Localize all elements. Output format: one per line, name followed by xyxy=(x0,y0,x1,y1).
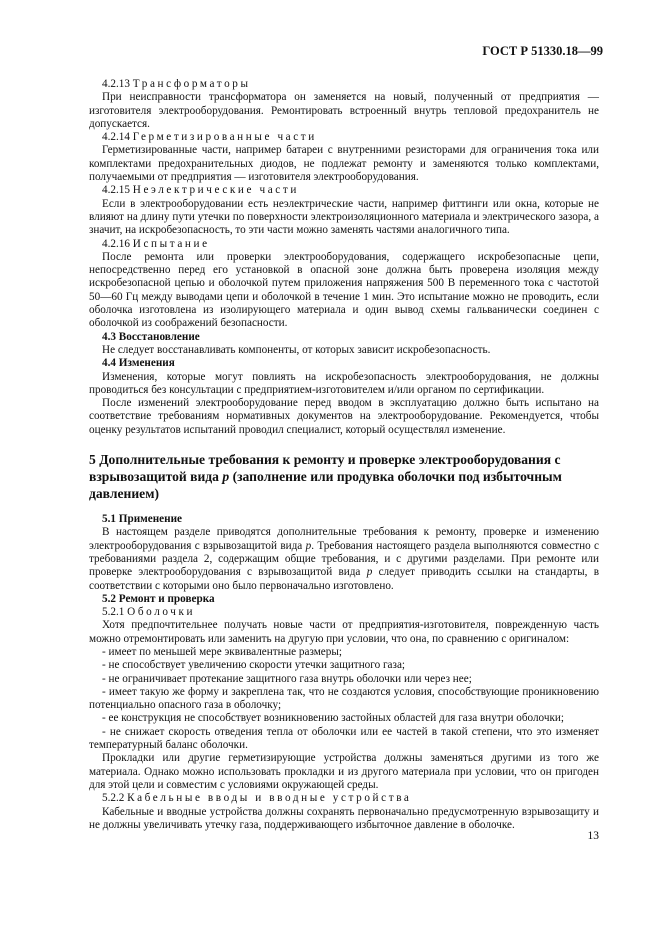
clause-4-2-14-heading xyxy=(89,131,599,144)
list-item: - не снижает скорость отведения тепла от оболочки или ее частей в такой степени, что это изменяет температурный баланс оболочки. xyxy=(89,725,599,752)
clause-number: 4.2.14 xyxy=(102,131,130,144)
clause-number: 4.2.15 xyxy=(102,184,130,197)
text-run: следует приводить ссылки на стандарты, в соответствии с которыми оно было первоначально изготовлено. xyxy=(89,566,599,592)
list-item: - не способствует увеличению скорости утечки защитного газа; xyxy=(102,659,406,672)
clause-title: Испытание xyxy=(132,237,210,250)
section-5-title-part: (заполнение или продувка оболочки под избыточным давлением) xyxy=(89,469,562,502)
standard-code: ГОСТ Р 51330.18—99 xyxy=(482,44,603,58)
clause-number: 4.2.16 xyxy=(102,237,130,250)
clause-4-2-13-heading xyxy=(89,78,599,91)
clause-4-2-15-heading xyxy=(89,184,599,197)
clause-4-2-15-text: Если в электрооборудовании есть неэлектрические части, например фиттинги или окна, которые не влияют на длину пути утечки по поверхности электроизоляционного материала и электрического зазора, а значит, на искробезопасность, то эти части можно заменять частями аналогичного типа. xyxy=(89,197,599,237)
clause-5-2-1-gaskets: Прокладки или другие герметизирующие устройства должны заменяться другими из того же материала. Однако можно использовать прокладки и из другого материала при условии, что он пригоден для этой цели и совместим с условиями окружающей среды. xyxy=(89,752,599,791)
page-number: 13 xyxy=(587,830,599,842)
section-5-title xyxy=(89,451,599,502)
list-item: - имеет по меньшей мере эквивалентные размеры; xyxy=(102,645,342,658)
list-item: - ее конструкция не способствует возникновению застойных областей для газа внутри оболочки; xyxy=(102,712,565,725)
clause-title: Неэлектрические части xyxy=(132,184,299,197)
clause-title: Герметизированные части xyxy=(132,131,317,144)
document-body xyxy=(89,78,599,832)
text-run: . Требования настоящего раздела выполняются совместно с требованиями раздела 2, содержащим общие требования, и с другими разделами. При ремонте или проверке электрооборудования с взрывозащитой вида xyxy=(89,539,600,579)
section-4-4-paragraph-1: Изменения, которые могут повлиять на искробезопасность электрооборудования, не должны проводиться без консультации с предприятием-изготовителем и/или органом по сертификации. xyxy=(89,370,599,396)
section-5-2-heading: 5.2 Ремонт и проверка xyxy=(102,592,215,605)
clause-4-2-14-text: Герметизированные части, например батареи с внутренними резисторами для ограничения тока или комплектами предохранительных диодов, не подлежат ремонту и заменяются только комплектами, получаемыми от предприятия — изготовителя электрооборудования. xyxy=(89,144,599,184)
text-run: В настоящем разделе приводятся дополнительные требования к ремонту, проверке и изменению электрооборудования с взрывозащитой вида xyxy=(89,526,599,552)
clause-title: Кабельные вводы и вводные устройства xyxy=(127,792,412,805)
clause-title: Трансформаторы xyxy=(132,78,251,90)
section-4-3-text: Не следует восстанавливать компоненты, от которых зависит искробезопасность. xyxy=(102,343,491,356)
clause-5-2-2-heading xyxy=(89,792,599,805)
clause-title: Оболочки xyxy=(127,606,196,619)
clause-4-2-16-text: После ремонта или проверки электрооборудования, содержащего искробезопасные цепи, непосредственно перед его установкой в опасной зоне должна быть проверена изоляция между искробезопасной цепью и оболочкой путем приложения напряжения 500 В переменного тока с частотой 50—60 Гц между выводами цепи и оболочкой в течение 1 мин. Это испытание можно не проводить, если оболочка изготовлена из изолирующего материала и один вывод схемы гальванически соединен с оболочкой из соображений безопасности. xyxy=(89,250,599,330)
section-5-1-heading: 5.1 Применение xyxy=(102,513,183,526)
section-5-title-part: 5 Дополнительные требования к ремонту и проверке электрооборудования с взрывозащитой вида xyxy=(89,452,561,485)
clause-4-2-13-text: При неисправности трансформатора он заменяется на новый, полученный от предприятия — изготовителя электрооборудования. Ремонтировать встроенный внутрь тепловой предохранитель не допускается. xyxy=(89,91,599,130)
clause-number: 5.2.1 xyxy=(102,606,125,619)
list-item: - имеет такую же форму и закреплена так, что не создаются условия, способствующие проникновению потенциально опасного газа в оболочку; xyxy=(89,685,599,712)
section-4-4-heading: 4.4 Изменения xyxy=(102,357,175,370)
section-4-4-paragraph-2: После изменений электрооборудование перед вводом в эксплуатацию должно быть испытано на соответствие требованиям нормативных документов на электрооборудование. Рекомендуется, чтобы оценку результатов испытаний проводил специалист, который осуществлял изменение. xyxy=(89,397,599,436)
section-5-title-italic: p xyxy=(222,469,230,485)
clause-5-2-1-heading xyxy=(89,606,599,619)
list-item: - не ограничивает протекание защитного газа внутрь оболочки или через нее; xyxy=(102,672,472,685)
italic-run: p xyxy=(366,566,373,579)
section-4-3-heading: 4.3 Восстановление xyxy=(102,330,200,343)
clause-4-2-16-heading xyxy=(89,238,599,251)
clause-5-2-2-text: Кабельные и вводные устройства должны сохранять первоначально предусмотренную взрывозащиту и не должны увеличивать утечку газа, поддерживающего избыточное давление в оболочке. xyxy=(89,805,599,831)
clause-number: 4.2.13 xyxy=(102,78,130,90)
clause-number: 5.2.2 xyxy=(102,792,125,805)
clause-5-2-1-intro: Хотя предпочтительнее получать новые части от предприятия-изготовителя, поврежденную часть можно отремонтировать или заменить на другую при условии, что она, по сравнению с оригиналом: xyxy=(89,619,599,645)
section-5-1-text xyxy=(89,526,599,592)
italic-run: p xyxy=(305,539,312,552)
